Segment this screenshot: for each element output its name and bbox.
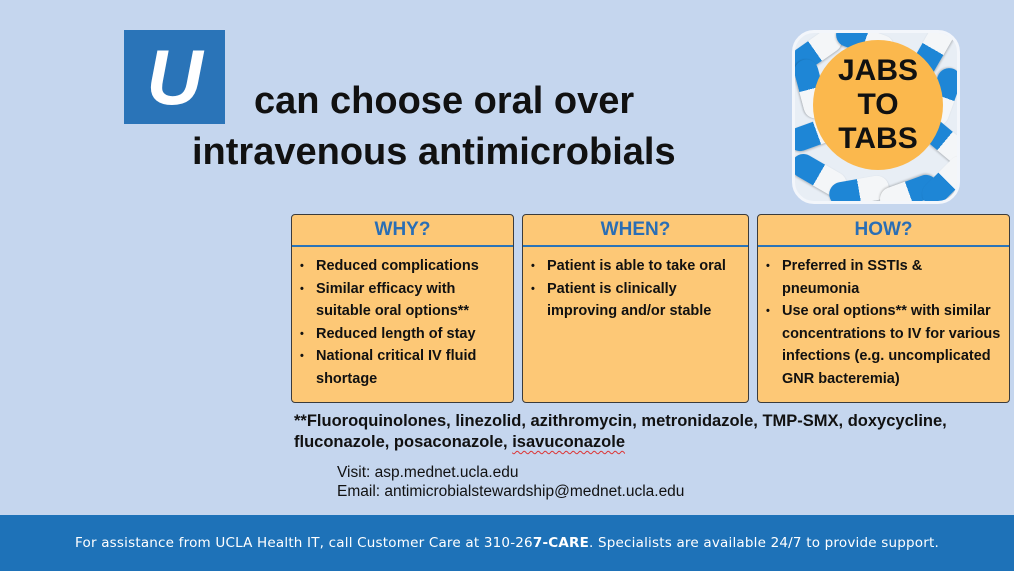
how-card (757, 214, 1010, 403)
when-card-title: WHEN? (600, 219, 671, 240)
badge-line-3: TABS (838, 122, 918, 155)
when-card (522, 214, 749, 403)
email-link[interactable]: Email: antimicrobialstewardship@mednet.ucla.edu (337, 483, 685, 500)
visit-link[interactable]: Visit: asp.mednet.ucla.edu (337, 464, 519, 481)
badge-line-2: TO (857, 88, 899, 121)
footnote-last-drug: isavuconazole (512, 433, 626, 451)
u-logo-letter: U (146, 33, 203, 121)
jabs-to-tabs-badge (813, 40, 943, 170)
it-support-footer (0, 515, 1014, 571)
headline-line-2: intravenous antimicrobials (192, 131, 676, 173)
why-item: • National critical IV fluid shortage (316, 345, 507, 390)
when-item: • Patient is able to take oral (547, 255, 742, 278)
why-card-title: WHY? (374, 219, 431, 240)
why-item: • Reduced complications (316, 255, 507, 278)
footer-text (75, 535, 939, 551)
oral-options-footnote (294, 411, 994, 453)
how-card-title: HOW? (854, 219, 913, 240)
footer-text-pre: For assistance from UCLA Health IT, call Customer Care at 310-26 (75, 535, 533, 551)
headline-line-1: can choose oral over (254, 80, 635, 122)
badge-line-1: JABS (837, 54, 919, 87)
why-item: • Similar efficacy with suitable oral options** (316, 278, 507, 323)
footer-text-post: . Specialists are available 24/7 to provide support. (589, 535, 939, 551)
how-item: • Use oral options** with similar concentrations to IV for various infections (e.g. uncomplicated GNR bacteremia) (782, 300, 1003, 390)
footer-phone-bold: 7-CARE (532, 535, 590, 551)
why-item: • Reduced length of stay (316, 323, 507, 346)
footnote-text: **Fluoroquinolones, linezolid, azithromycin, metronidazole, TMP-SMX, doxycycline, fluconazole, posaconazole, (294, 412, 947, 451)
when-item: • Patient is clinically improving and/or stable (547, 278, 742, 323)
why-card (291, 214, 514, 403)
u-logo (124, 30, 225, 124)
how-item: • Preferred in SSTIs & pneumonia (782, 255, 1003, 300)
